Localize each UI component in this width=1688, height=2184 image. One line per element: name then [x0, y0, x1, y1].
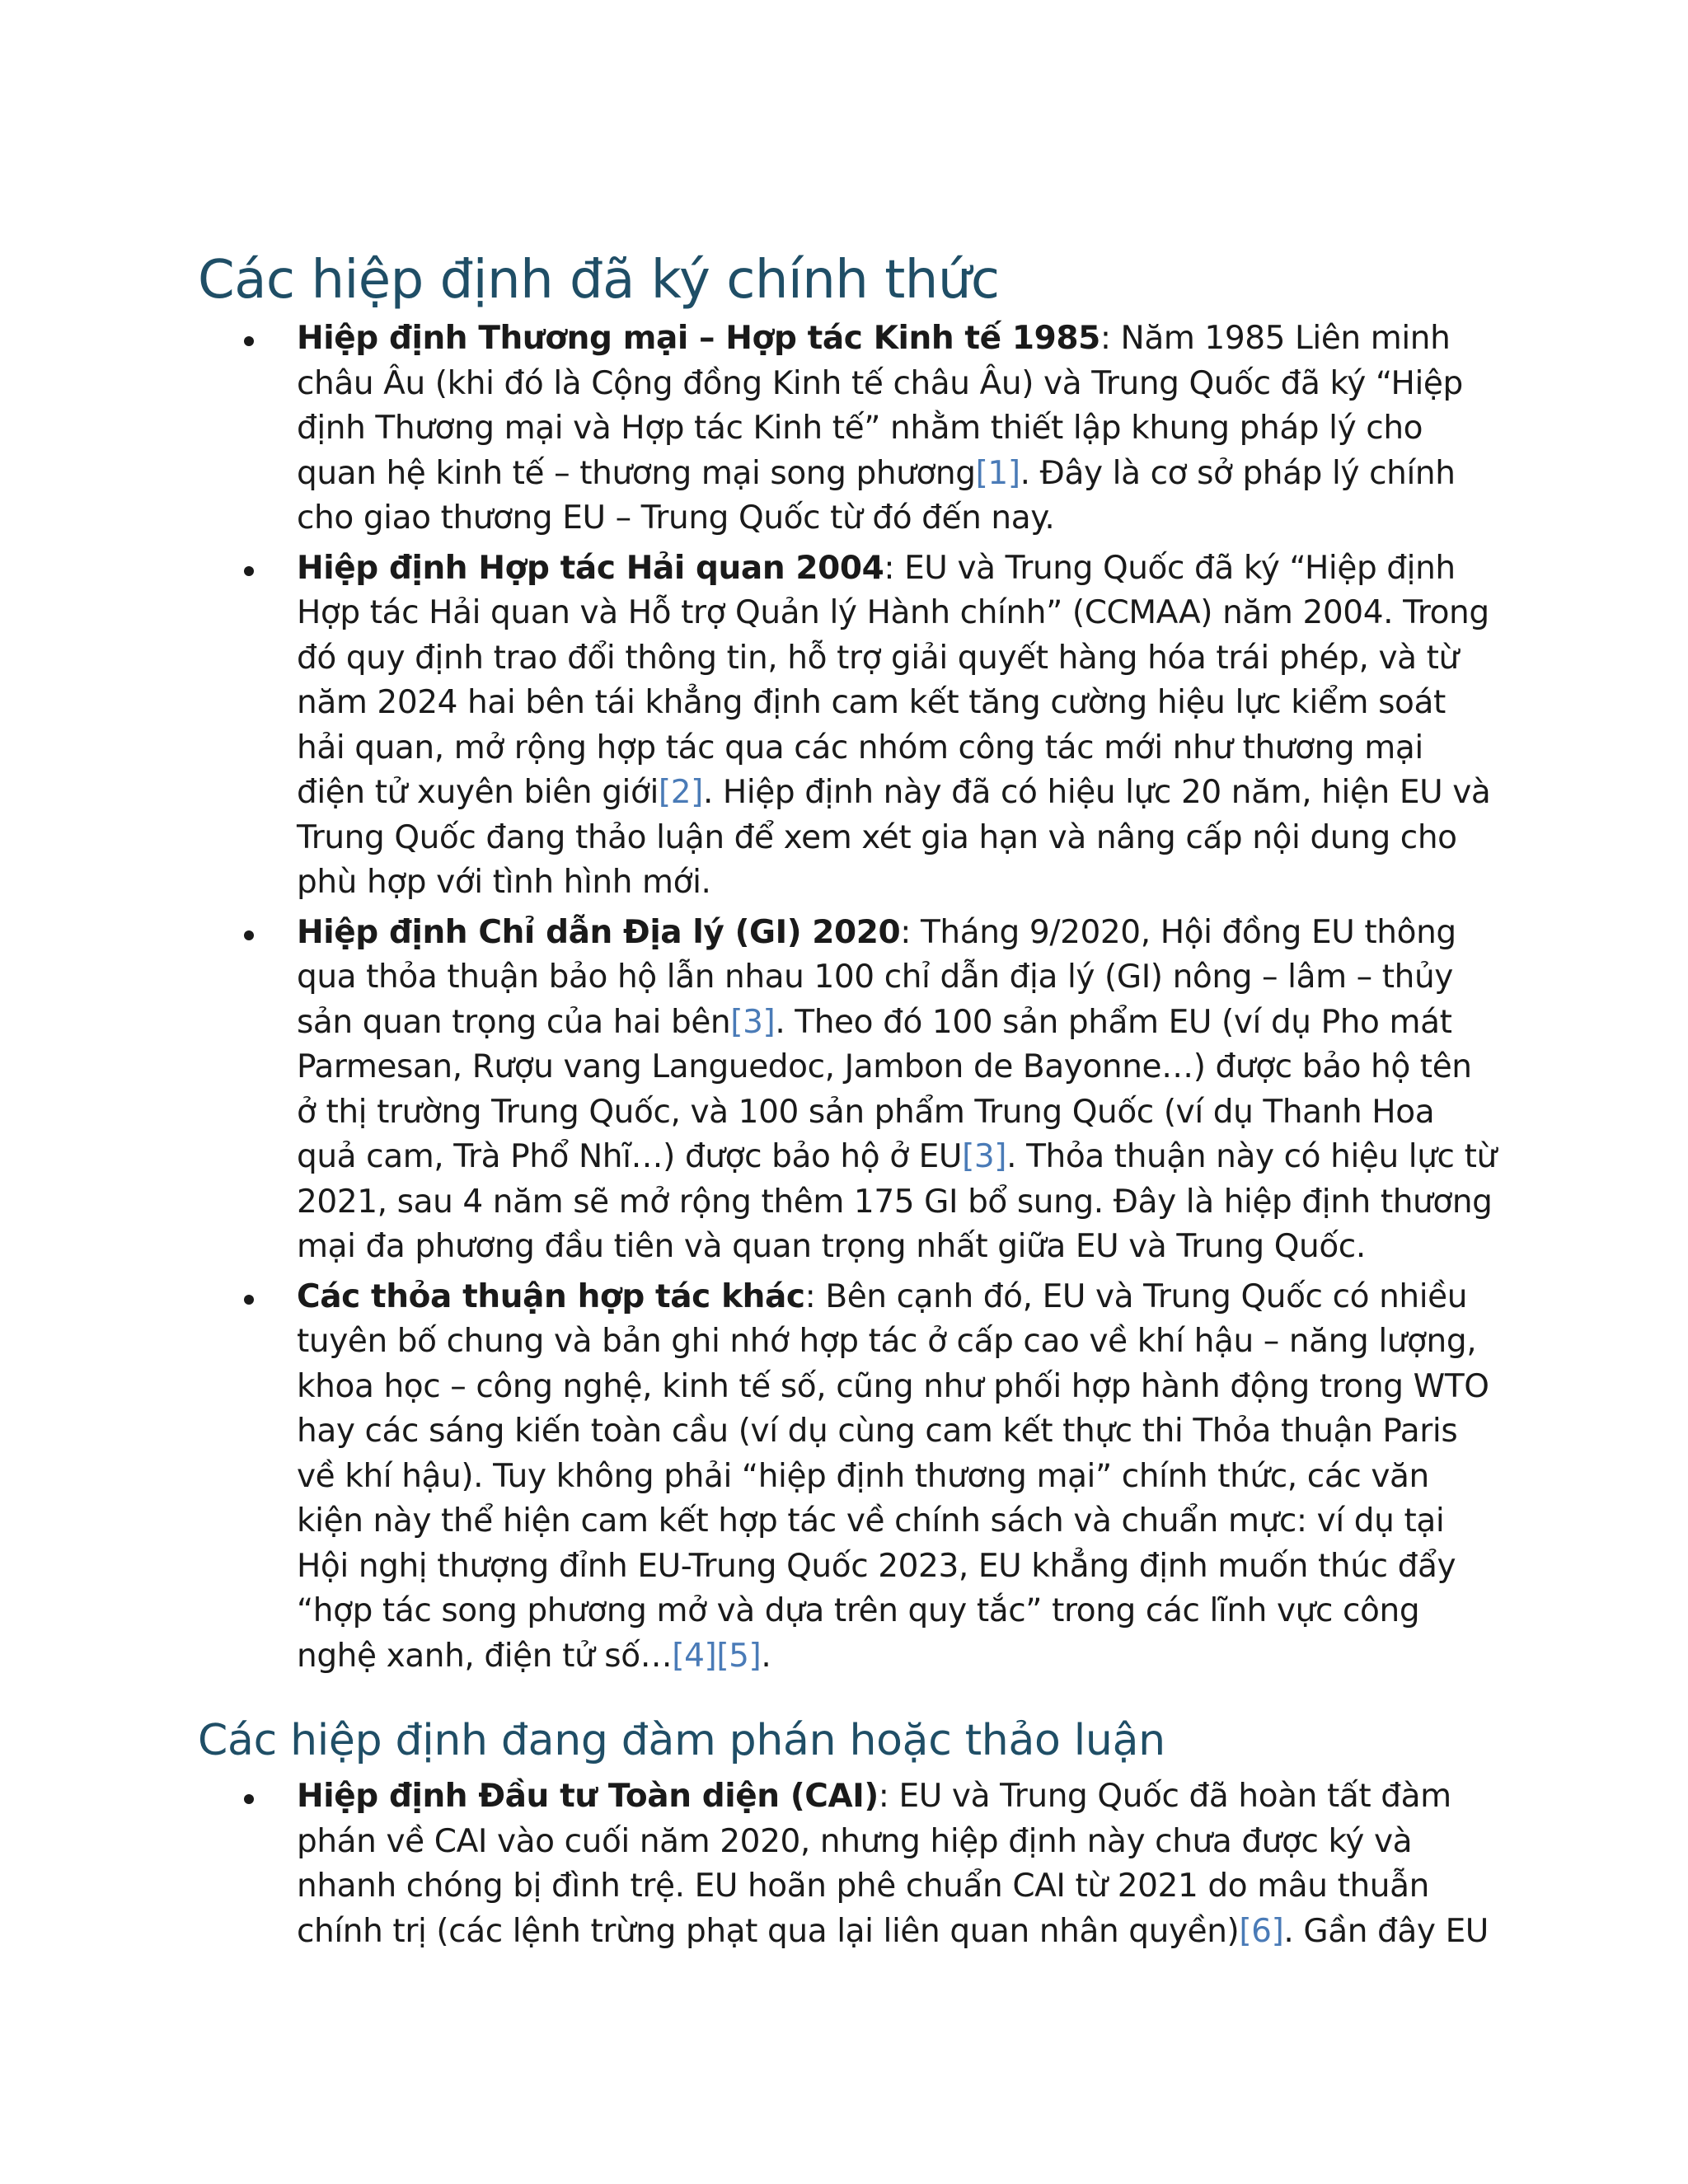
bullet-icon: [244, 336, 254, 346]
item-term: Hiệp định Hợp tác Hải quan 2004: [297, 549, 884, 587]
section-heading-signed-agreements: Các hiệp định đã ký chính thức: [198, 250, 1000, 311]
item-text: .: [761, 1637, 771, 1675]
item-text: : EU và Trung Quốc đã ký “Hiệp định Hợp tác Hải quan và Hỗ trợ Quản lý Hành chính” (CCMAA) năm 2004. Trong đó quy định trao đổi thông tin, hỗ trợ giải quyết hàng hóa trái phép, và từ năm 2024 hai bên tái khẳng định cam kết tăng cường hiệu lực kiểm soát hải quan, mở rộng hợp tác qua các nhóm công tác mới như thương mại điện tử xuyên biên giới: [297, 549, 1489, 811]
item-text: . Theo đó 100 sản phẩm EU (ví dụ Pho mát Parmesan, Rượu vang Languedoc, Jambon de Bayonne…) được bảo hộ tên ở thị trường Trung Quốc, và 100 sản phẩm Trung Quốc (ví dụ Thanh Hoa quả cam, Trà Phổ Nhĩ…) được bảo hộ ở EU: [297, 1003, 1472, 1175]
item-text: : Năm 1985 Liên minh châu Âu (khi đó là Cộng đồng Kinh tế châu Âu) và Trung Quốc đã ký “Hiệp định Thương mại và Hợp tác Kinh tế” nhằm thiết lập khung pháp lý cho quan hệ kinh tế – thương mại song phương: [297, 320, 1463, 492]
list-item: [198, 546, 1500, 906]
item-text: . Hiệp định này đã có hiệu lực 20 năm, hiện EU và Trung Quốc đang thảo luận để xem xét gia hạn và nâng cấp nội dung cho phù hợp với tình hình mới.: [297, 774, 1491, 901]
citation-link[interactable]: [3]: [962, 1138, 1007, 1175]
bullet-icon: [244, 566, 254, 576]
document-content: [198, 247, 1500, 1959]
item-text: : Bên cạnh đó, EU và Trung Quốc có nhiều tuyên bố chung và bản ghi nhớ hợp tác ở cấp cao về khí hậu – năng lượng, khoa học – công nghệ, kinh tế số, cũng như phối hợp hành động trong WTO hay các sáng kiến toàn cầu (ví dụ cùng cam kết thực thi Thỏa thuận Paris về khí hậu). Tuy không phải “hiệp định thương mại” chính thức, các văn kiện này thể hiện cam kết hợp tác về chính sách và chuẩn mực: ví dụ tại Hội nghị thượng đỉnh EU-Trung Quốc 2023, EU khẳng định muốn thúc đẩy “hợp tác song phương mở và dựa trên quy tắc” trong các lĩnh vực công nghệ xanh, điện tử số…: [297, 1277, 1489, 1675]
list-item: [198, 316, 1500, 541]
item-text: : EU và Trung Quốc đã hoàn tất đàm phán về CAI vào cuối năm 2020, nhưng hiệp định này chưa được ký và nhanh chóng bị đình trệ. EU hoãn phê chuẩn CAI từ 2021 do mâu thuẫn chính trị (các lệnh trừng phạt qua lại liên quan nhân quyền): [297, 1778, 1451, 1950]
item-term: Hiệp định Chỉ dẫn Địa lý (GI) 2020: [297, 913, 901, 951]
bullet-icon: [244, 1295, 254, 1305]
bullet-icon: [244, 1794, 254, 1804]
item-term: Hiệp định Đầu tư Toàn diện (CAI): [297, 1778, 879, 1815]
item-term: Hiệp định Thương mại – Hợp tác Kinh tế 1985: [297, 320, 1100, 357]
bullet-icon: [244, 930, 254, 940]
list-item: [198, 911, 1500, 1270]
list-item: [198, 1774, 1500, 1954]
section-heading-negotiating-agreements: Các hiệp định đang đàm phán hoặc thảo luận: [198, 1716, 1165, 1765]
item-text: : Tháng 9/2020, Hội đồng EU thông qua thỏa thuận bảo hộ lẫn nhau 100 chỉ dẫn địa lý (GI) nông – lâm – thủy sản quan trọng của hai bên: [297, 913, 1456, 1041]
citation-link[interactable]: [2]: [658, 774, 703, 811]
signed-agreements-list: [198, 316, 1500, 1679]
list-item: [198, 1275, 1500, 1680]
item-text: . Gần đây EU: [1283, 1912, 1489, 1950]
item-text: . Thỏa thuận này có hiệu lực từ 2021, sau 4 năm sẽ mở rộng thêm 175 GI bổ sung. Đây là hiệp định thương mại đa phương đầu tiên và quan trọng nhất giữa EU và Trung Quốc.: [297, 1138, 1497, 1265]
citation-link[interactable]: [4][5]: [672, 1637, 762, 1675]
citation-link[interactable]: [1]: [975, 454, 1020, 492]
negotiating-agreements-list: [198, 1774, 1500, 1954]
citation-link[interactable]: [3]: [730, 1003, 776, 1041]
item-text: . Đây là cơ sở pháp lý chính cho giao thương EU – Trung Quốc từ đó đến nay.: [297, 454, 1456, 537]
citation-link[interactable]: [6]: [1239, 1912, 1284, 1950]
item-term: Các thỏa thuận hợp tác khác: [297, 1277, 805, 1315]
